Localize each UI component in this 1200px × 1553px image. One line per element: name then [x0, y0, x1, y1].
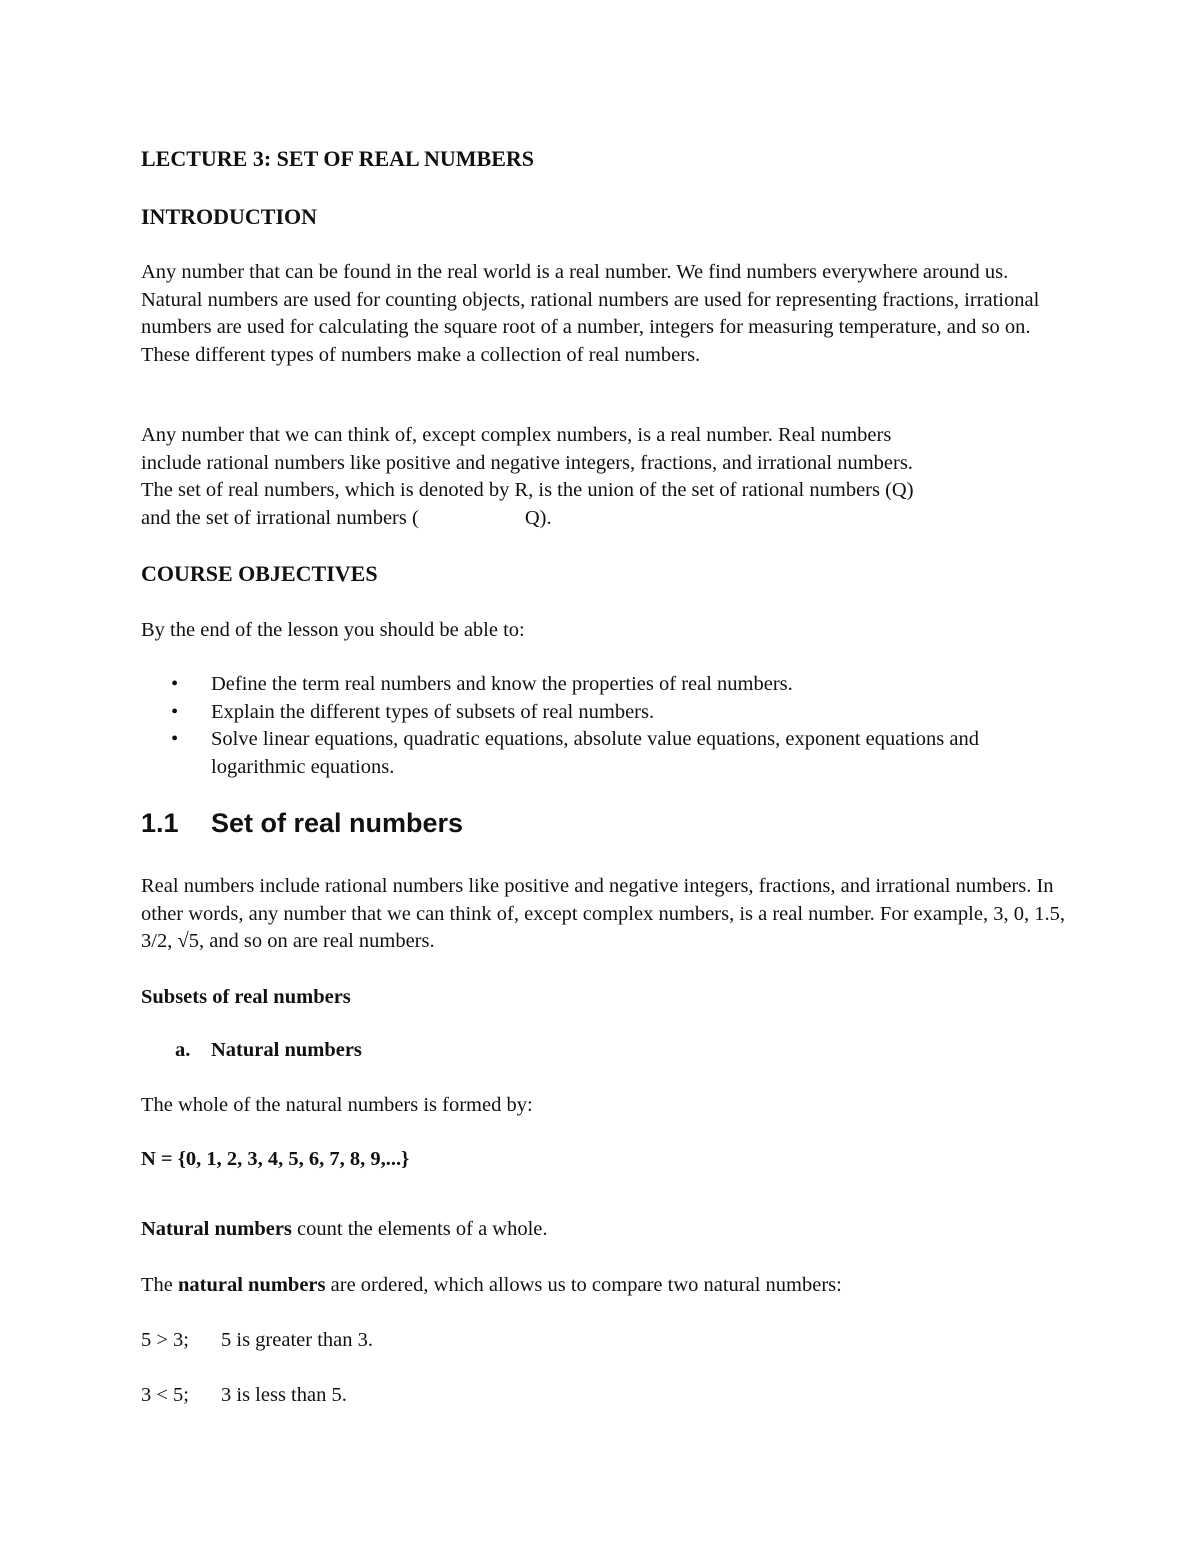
subsets-heading: Subsets of real numbers	[141, 986, 351, 1008]
comparison-line	[141, 1382, 347, 1410]
subsection-title: Natural numbers	[211, 1039, 362, 1061]
introduction-paragraph-2	[141, 422, 914, 532]
section-title: Set of real numbers	[211, 808, 464, 838]
lecture-title: LECTURE 3: SET OF REAL NUMBERS	[141, 146, 535, 171]
paragraph-line-start: and the set of irrational numbers (	[141, 506, 419, 529]
paragraph-line: include rational numbers like positive and negative integers, fractions, and irrational numbers.	[141, 451, 913, 474]
bullet-icon: •	[171, 700, 179, 723]
list-item	[141, 671, 1071, 699]
section-number: 1.1	[141, 808, 179, 838]
comparison-text: 5 is greater than 3.	[221, 1329, 373, 1351]
natural-whole-line: The whole of the natural numbers is formed by:	[141, 1094, 533, 1116]
list-item	[141, 726, 1071, 781]
paragraph-line	[141, 505, 914, 533]
subsection-label: a.	[175, 1039, 191, 1061]
objectives-list	[141, 671, 1071, 781]
bullet-icon: •	[171, 728, 179, 750]
line-text: are ordered, which allows us to compare two natural numbers:	[325, 1274, 842, 1296]
introduction-heading: INTRODUCTION	[141, 204, 318, 229]
comparison-expression: 3 < 5;	[141, 1384, 190, 1406]
bold-term: Natural numbers	[141, 1218, 292, 1240]
list-item-text: Solve linear equations, quadratic equations, absolute value equations, exponent equations and logarithmic equations.	[211, 728, 979, 778]
list-item-text: Define the term real numbers and know the properties of real numbers.	[211, 673, 793, 695]
paragraph-line: Any number that we can think of, except complex numbers, is a real number. Real numbers	[141, 424, 892, 446]
line-text: count the elements of a whole.	[291, 1218, 548, 1240]
list-item	[141, 699, 1071, 727]
paragraph-line: The set of real numbers, which is denoted by R, is the union of the set of rational numbers (Q)	[141, 479, 914, 501]
comparison-text: 3 is less than 5.	[221, 1384, 347, 1406]
paragraph-line-end: Q).	[524, 506, 552, 529]
natural-numbers-heading	[175, 1037, 362, 1065]
bullet-icon: •	[171, 673, 179, 695]
introduction-paragraph-1: Any number that can be found in the real world is a real number. We find numbers everywhere around us. Natural numbers are used for counting objects, rational numbers are used for representing fractions, irrational numbers are used for calculating the square root of a number, integers for measuring temperature, and so on. These different types of numbers make a collection of real numbers.	[141, 261, 1040, 366]
section-paragraph: Real numbers include rational numbers like positive and negative integers, fractions, and irrational numbers. In other words, any number that we can think of, except complex numbers, is a real number. For example, 3, 0, 1.5, 3/2, √5, and so on are real numbers.	[141, 875, 1065, 952]
natural-ordered-line	[141, 1272, 842, 1300]
list-item-text: Explain the different types of subsets of real numbers.	[211, 700, 655, 723]
comparison-expression: 5 > 3;	[141, 1329, 190, 1351]
bold-term: natural numbers	[178, 1274, 326, 1296]
natural-set-definition: N = {0, 1, 2, 3, 4, 5, 6, 7, 8, 9,...}	[141, 1148, 410, 1170]
course-objectives-heading: COURSE OBJECTIVES	[141, 561, 378, 586]
natural-count-line	[141, 1216, 548, 1244]
comparison-line	[141, 1327, 373, 1355]
objectives-lead: By the end of the lesson you should be able to:	[141, 619, 525, 641]
line-text: The	[141, 1274, 178, 1296]
section-heading	[141, 808, 463, 839]
